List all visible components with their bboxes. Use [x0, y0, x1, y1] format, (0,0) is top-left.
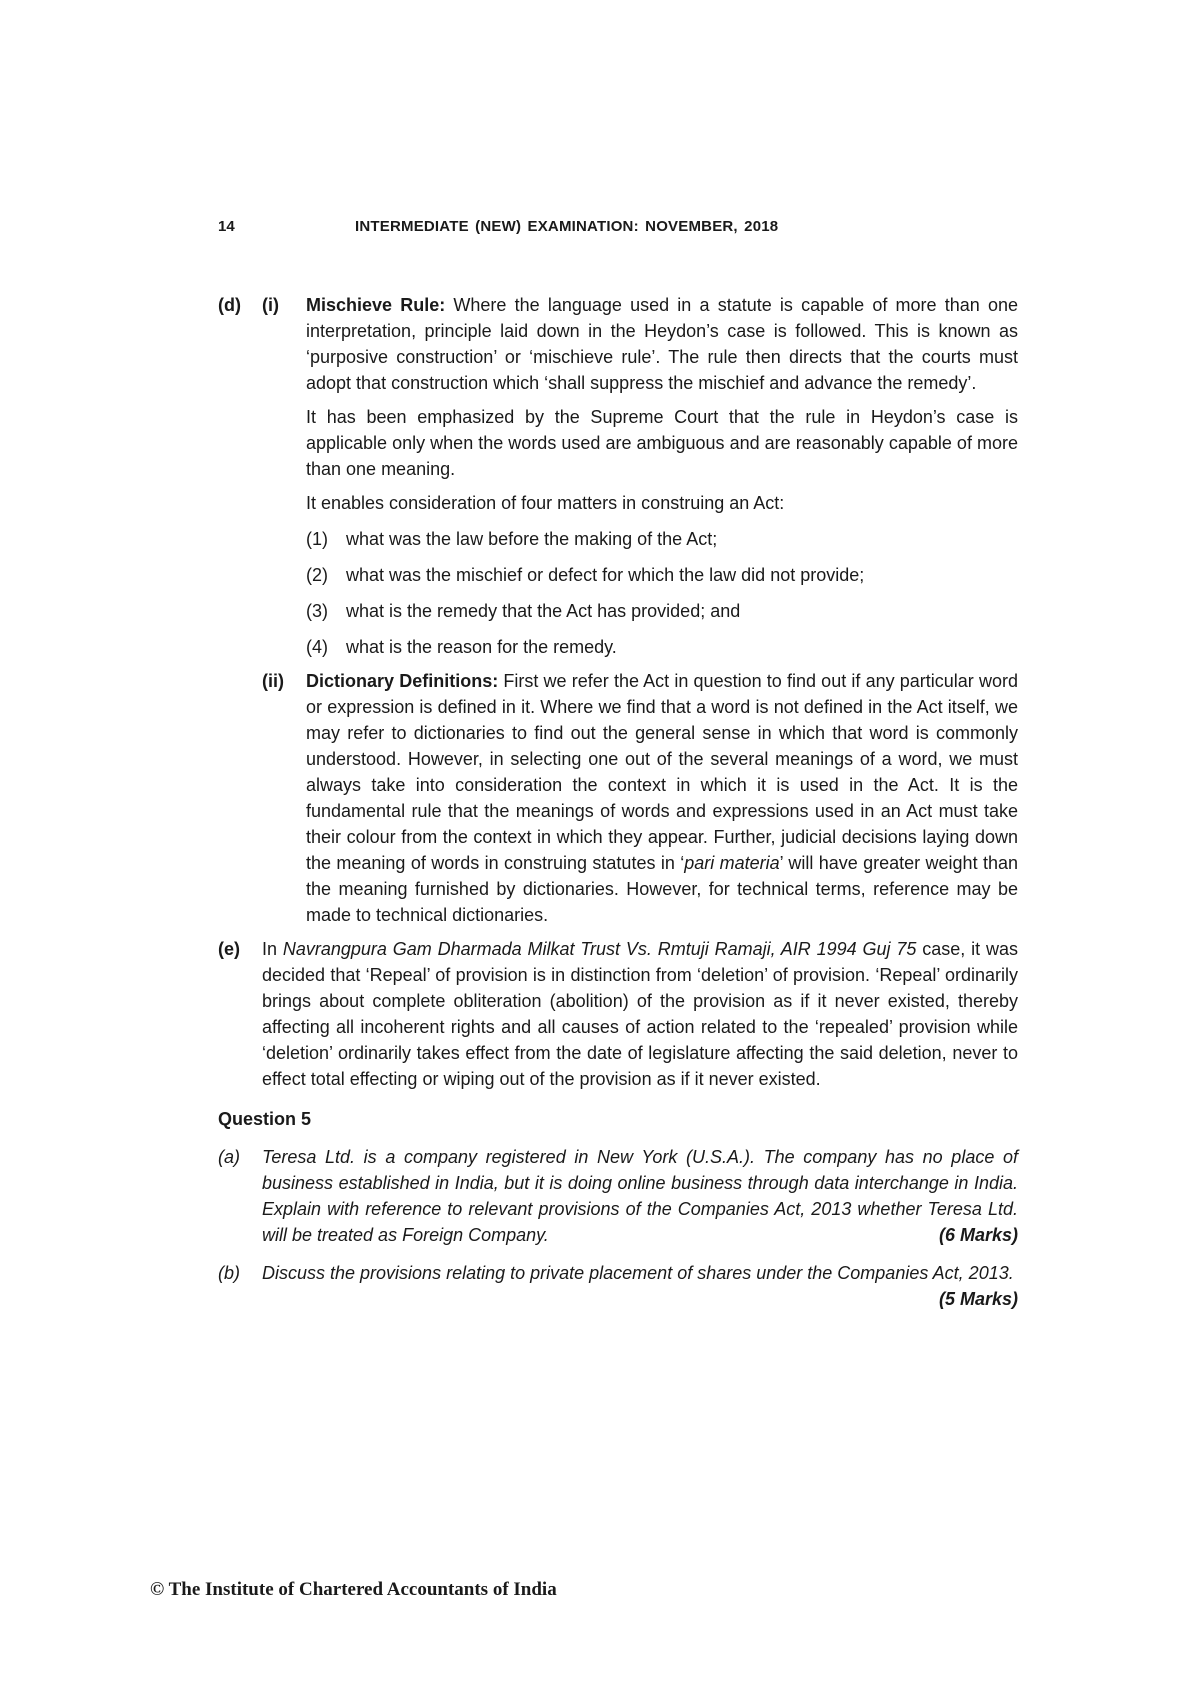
part-i-heading: Mischieve Rule:: [306, 295, 446, 315]
list-item-text: what is the reason for the remedy.: [346, 637, 617, 657]
question-text: [262, 1144, 1018, 1248]
part-ii-heading: Dictionary Definitions:: [306, 671, 499, 691]
copyright-footer: © The Institute of Chartered Accountants of India: [150, 1579, 557, 1600]
part-i-para2: It has been emphasized by the Supreme Court that the rule in Heydon’s case is applicable only when the words used are ambiguous and are reasonably capable of more than one meaning.: [306, 407, 1018, 479]
list-item-number: (2): [306, 565, 328, 585]
page-body: [218, 292, 1018, 1312]
question-label: (a): [218, 1147, 240, 1167]
section-d-label: (d): [218, 295, 241, 315]
section-d-part-ii: [262, 668, 1018, 928]
section-e-case-name: Navrangpura Gam Dharmada Milkat Trust Vs. Rmtuji Ramaji, AIR 1994 Guj 75: [282, 939, 917, 959]
page-header: [218, 218, 938, 242]
list-item-text: what was the mischief or defect for which the law did not provide;: [346, 565, 865, 585]
running-title: INTERMEDIATE (NEW) EXAMINATION: NOVEMBER, 2018: [355, 218, 779, 235]
list-item: [306, 634, 1018, 660]
part-i-para3: It enables consideration of four matters in construing an Act:: [306, 493, 785, 513]
list-item: [306, 562, 1018, 588]
question-label: (b): [218, 1263, 240, 1283]
part-ii-italic-term: pari materia: [684, 853, 780, 873]
matters-list: [306, 526, 1018, 660]
section-e: [218, 936, 1018, 1092]
list-item-number: (1): [306, 529, 328, 549]
part-ii-text: [306, 668, 1018, 928]
marks-badge: (5 Marks): [938, 1289, 1018, 1309]
part-i-intro-text: Where the language used in a statute is capable of more than one interpretation, principle laid down in the Heydon’s case is followed. This is known as ‘purposive construction’ or ‘mischieve rule’. The rule then directs that the courts must adopt that construction which ‘shall suppress the mischief and advance the remedy’.: [306, 295, 1018, 393]
section-e-label: (e): [218, 939, 240, 959]
list-item-text: what is the remedy that the Act has provided; and: [346, 601, 741, 621]
part-ii-text-b: ’ will have greater weight than the meaning furnished by dictionaries. However, for technical terms, reference may be made to technical dictionaries.: [306, 853, 1018, 925]
list-item: [306, 526, 1018, 552]
marks-badge: (6 Marks): [938, 1225, 1018, 1245]
list-item-number: (3): [306, 601, 328, 621]
part-ii-text-a: First we refer the Act in question to find out if any particular word or expression is defined in it. Where we find that a word is not defined in the Act itself, we may refer to dictionaries to find out the general sense in which that word is commonly understood. However, in selecting one out of the several meanings of a word, we must always take into consideration the context in which it is used in the Act. It is the fundamental rule that the meanings of words and expressions used in an Act must take their colour from the context in which they appear. Further, judicial decisions laying down the meaning of words in construing statutes in ‘: [306, 671, 1019, 873]
list-item-number: (4): [306, 637, 328, 657]
question-5a: [218, 1144, 1018, 1248]
section-e-text: [262, 936, 1018, 1092]
question-5-heading: Question 5: [218, 1109, 312, 1129]
list-item-text: what was the law before the making of the Act;: [346, 529, 718, 549]
part-i-label: (i): [262, 295, 279, 315]
part-ii-label: (ii): [262, 671, 284, 691]
question-5a-text: Teresa Ltd. is a company registered in New York (U.S.A.). The company has no place of business established in India, but it is doing online business through data interchange in India. Explain with reference to relevant provisions of the Companies Act, 2013 whether Teresa Ltd. will be treated as Foreign Company.: [262, 1147, 1018, 1245]
question-text: [262, 1260, 1018, 1312]
section-d-part-i: [218, 292, 1018, 396]
question-5b: [218, 1260, 1018, 1312]
question-5b-text: Discuss the provisions relating to private placement of shares under the Companies Act, 2013.: [262, 1263, 1014, 1283]
part-i-intro: [306, 292, 1018, 396]
section-e-text-b: case, it was decided that ‘Repeal’ of provision is in distinction from ‘deletion’ of provision. ‘Repeal’ ordinarily brings about complete obliteration (abolition) of the provision as if it never existed, thereby affecting all incoherent rights and all causes of action related to the ‘repealed’ provision while ‘deletion’ ordinarily takes effect from the date of legislature affecting the said deletion, never to effect total effecting or wiping out of the provision as if it never existed.: [262, 939, 1018, 1089]
section-e-text-a: In: [262, 939, 283, 959]
page-number: 14: [218, 218, 235, 235]
list-item: [306, 598, 1018, 624]
